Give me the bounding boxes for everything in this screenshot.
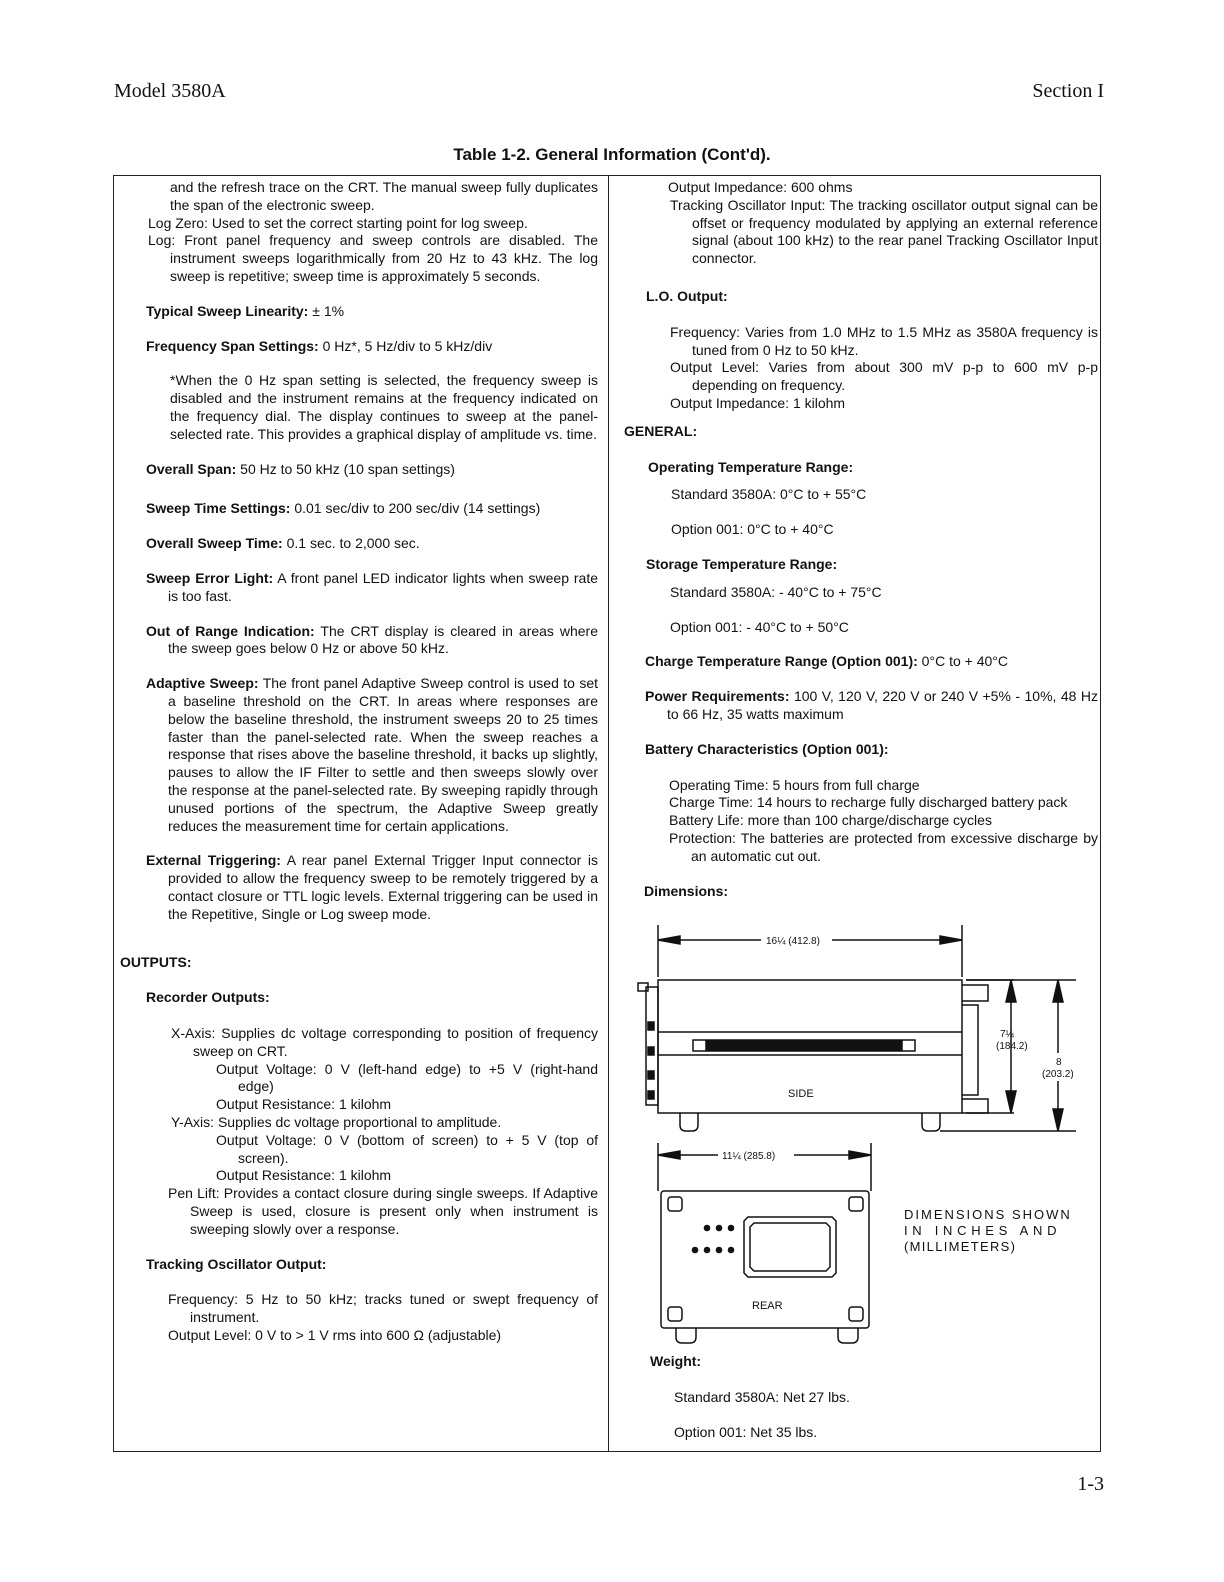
- sweep-time-value: 0.01 sec/div to 200 sec/div (14 settings): [290, 500, 541, 517]
- rear-width-label: 11¼ (285.8): [722, 1151, 776, 1162]
- height-inner-mm-label: (184.2): [996, 1041, 1028, 1052]
- rear-corner-bl: [668, 1307, 682, 1321]
- operating-temp-standard: Standard 3580A: 0°C to + 55°C: [671, 486, 867, 503]
- weight-heading: Weight:: [650, 1353, 702, 1369]
- sweep-time-settings: [118, 500, 598, 518]
- outputs-heading: OUTPUTS:: [120, 953, 192, 970]
- rear-corner-tr: [849, 1197, 863, 1211]
- tracking-frequency: Frequency: 5 Hz to 50 kHz; tracks tuned or swept frequency of instrument.: [168, 1291, 598, 1326]
- log-text: Log: Front panel frequency and sweep controls are disabled. The instrument sweeps logarithmically from 20 Hz to 43 kHz. The log sweep is repetitive; sweep time is approximately 5 seconds.: [148, 232, 598, 284]
- front-control-4: [648, 1091, 654, 1099]
- recorder-heading: Recorder Outputs:: [146, 989, 270, 1006]
- rear-dot-4: [692, 1247, 699, 1254]
- power-value: 100 V, 120 V, 220 V or 240 V +5% - 10%, 48 Hz to 66 Hz, 35 watts maximum: [667, 688, 1098, 722]
- sweep-time-label: Sweep Time Settings:: [146, 500, 291, 517]
- dimensions-note-line2: IN INCHES AND: [904, 1223, 1062, 1238]
- overall-sweep-time: [118, 535, 598, 553]
- rear-connector-bottom: [962, 1099, 988, 1113]
- charge-temp: [620, 653, 1098, 671]
- out-of-range: [118, 623, 598, 659]
- rear-corner-tl: [668, 1197, 682, 1211]
- rear-dot-3: [728, 1225, 735, 1232]
- frequency-span-label: Frequency Span Settings:: [146, 337, 319, 354]
- adaptive-value: The front panel Adaptive Sweep control is used to set a baseline threshold on the CRT. In areas where responses are below the baseline threshold, the instrument sweeps 20 to 25 times faster than the panel-selected rate. When the sweep reaches a response that rises above the baseline threshold, it backs up slightly, pauses to allow the IF Filter to settle and then sweeps slowly over the response at the panel-selected rate. By sweeping rapidly through unused portions of the spectrum, the Adaptive Sweep greatly reduces the measurement time for certain applications.: [168, 675, 598, 834]
- battery-operating-time: Operating Time: 5 hours from full charge: [669, 776, 920, 793]
- lo-impedance: Output Impedance: 1 kilohm: [670, 394, 846, 411]
- overall-sweep-label: Overall Sweep Time:: [146, 535, 283, 552]
- side-view-label: SIDE: [788, 1088, 814, 1100]
- power-requirements: [620, 688, 1098, 724]
- y-output-voltage: Output Voltage: 0 V (bottom of screen) to + 5 V (top of screen).: [216, 1131, 598, 1166]
- height-outer-label: 8: [1056, 1057, 1062, 1068]
- log-zero-text: Log Zero: Used to set the correct starting point for log sweep.: [148, 214, 528, 231]
- frequency-span: [118, 338, 598, 356]
- dimensions-heading: Dimensions:: [644, 882, 729, 899]
- battery-charge-time: Charge Time: 14 hours to recharge fully discharged battery pack: [669, 794, 1068, 811]
- right-column: [620, 179, 1098, 900]
- rear-view-label: REAR: [752, 1300, 783, 1312]
- dimensions-note-line1: DIMENSIONS SHOWN: [904, 1207, 1072, 1222]
- front-control-1: [648, 1022, 654, 1030]
- tracking-level: Output Level: 0 V to > 1 V rms into 600 Ω (adjustable): [168, 1327, 502, 1344]
- rear-panel-outer: [744, 1217, 836, 1277]
- side-width-arrow-right: [940, 936, 962, 944]
- rear-dot-1: [704, 1225, 711, 1232]
- charge-temp-label: Charge Temperature Range (Option 001):: [645, 653, 918, 670]
- front-control-3: [648, 1071, 654, 1079]
- pen-lift-text: Pen Lift: Provides a contact closure during single sweeps. If Adaptive Sweep is used, closure is present only when instrument is sweeping slowly over a response.: [168, 1185, 598, 1237]
- manual-sweep-text: and the refresh trace on the CRT. The manual sweep fully duplicates the span of the electronic sweep.: [170, 179, 598, 213]
- battery-protection: Protection: The batteries are protected from excessive discharge by an automatic cut out.: [669, 829, 1098, 864]
- rear-dot-7: [728, 1247, 735, 1254]
- header-section: Section I: [1032, 80, 1104, 102]
- height-inner-arrow-bottom: [1006, 1091, 1016, 1113]
- operating-temp-heading: Operating Temperature Range:: [648, 458, 854, 475]
- error-light-value: A front panel LED indicator lights when sweep rate is too fast.: [168, 569, 599, 604]
- rear-width-arrow-right: [849, 1151, 871, 1159]
- lo-level: Output Level: Varies from about 300 mV p-p to 600 mV p-p depending on frequency.: [670, 359, 1098, 394]
- tracking-heading: Tracking Oscillator Output:: [146, 1255, 327, 1272]
- height-outer-arrow-bottom: [1053, 1109, 1063, 1131]
- rear-connector-mid: [962, 1005, 978, 1095]
- table-title: Table 1-2. General Information (Cont'd).: [453, 145, 771, 164]
- error-light-label: Sweep Error Light:: [146, 569, 274, 586]
- operating-temp-option: Option 001: 0°C to + 40°C: [671, 521, 834, 538]
- trigger-value: A rear panel External Trigger Input connector is provided to allow the frequency sweep to be remotely triggered by a contact closure or TTL logic levels. External triggering can be used in the Repetitive, Single or Log sweep mode.: [168, 852, 598, 922]
- output-impedance: Output Impedance: 600 ohms: [668, 179, 853, 195]
- trigger-label: External Triggering:: [146, 852, 281, 869]
- sweep-error-light: [118, 570, 598, 606]
- power-label: Power Requirements:: [645, 688, 790, 705]
- side-foot-left: [680, 1113, 698, 1131]
- rear-dot-6: [716, 1247, 723, 1254]
- y-axis-text: Y-Axis: Supplies dc voltage proportional to amplitude.: [171, 1114, 502, 1131]
- adaptive-label: Adaptive Sweep:: [146, 675, 259, 692]
- dimensions-figure: [636, 925, 1096, 1350]
- rear-dot-5: [704, 1247, 711, 1254]
- x-output-voltage: Output Voltage: 0 V (left-hand edge) to +5 V (right-hand edge): [216, 1060, 598, 1095]
- rear-connector-top: [962, 985, 988, 1001]
- span-footnote: *When the 0 Hz span setting is selected, the frequency sweep is disabled and the instrument remains at the frequency indicated on the frequency dial. The display continues to sweep at the panel-selected rate. This provides a graphical display of amplitude vs. time.: [170, 372, 598, 442]
- adaptive-sweep: [118, 675, 598, 835]
- weight-section: [620, 1353, 1098, 1441]
- rear-panel-inner: [750, 1223, 830, 1271]
- battery-heading: Battery Characteristics (Option 001):: [645, 740, 889, 757]
- weight-standard: Standard 3580A: Net 27 lbs.: [674, 1388, 850, 1405]
- lo-output-heading: L.O. Output:: [646, 287, 728, 304]
- height-outer-mm-label: (203.2): [1042, 1069, 1074, 1080]
- height-inner-arrow-top: [1006, 980, 1016, 1002]
- side-foot-right: [922, 1113, 940, 1131]
- battery-life: Battery Life: more than 100 charge/discharge cycles: [669, 812, 992, 829]
- page-number: 1-3: [1077, 1473, 1104, 1495]
- overall-sweep-value: 0.1 sec. to 2,000 sec.: [282, 535, 420, 552]
- range-label: Out of Range Indication:: [146, 622, 315, 639]
- frequency-span-value: 0 Hz*, 5 Hz/div to 5 kHz/div: [318, 337, 493, 354]
- rear-corner-br: [849, 1307, 863, 1321]
- front-panel-edge: [646, 987, 658, 1105]
- rear-width-arrow-left: [658, 1151, 680, 1159]
- front-control-2: [648, 1047, 654, 1055]
- lo-frequency: Frequency: Varies from 1.0 MHz to 1.5 MHz as 3580A frequency is tuned from 0 Hz to 50 kHz.: [670, 323, 1098, 358]
- height-outer-arrow-top: [1053, 980, 1063, 1002]
- side-handle-fill: [706, 1041, 902, 1050]
- overall-span: [118, 461, 598, 479]
- storage-temp-heading: Storage Temperature Range:: [646, 555, 838, 572]
- side-width-label: 16¼ (412.8): [766, 936, 820, 947]
- y-output-resistance: Output Resistance: 1 kilohm: [216, 1167, 392, 1184]
- storage-temp-standard: Standard 3580A: - 40°C to + 75°C: [670, 583, 882, 600]
- rear-foot-left: [676, 1328, 696, 1343]
- external-triggering: [118, 852, 598, 923]
- rear-foot-right: [838, 1328, 858, 1343]
- sweep-linearity-label: Typical Sweep Linearity:: [146, 302, 309, 319]
- header-model: Model 3580A: [114, 80, 226, 102]
- height-inner-label: 7¼: [1000, 1029, 1014, 1040]
- left-column: [118, 179, 598, 1345]
- charge-temp-value: 0°C to + 40°C: [917, 653, 1008, 670]
- weight-option: Option 001: Net 35 lbs.: [674, 1423, 818, 1440]
- overall-span-value: 50 Hz to 50 kHz (10 span settings): [236, 460, 455, 477]
- overall-span-label: Overall Span:: [146, 460, 237, 477]
- side-width-arrow-left: [658, 936, 680, 944]
- sweep-linearity-value: ± 1%: [308, 302, 345, 319]
- tracking-input-text: Tracking Oscillator Input: The tracking oscillator output signal can be offset or frequency modulated by applying an external reference signal (about 100 kHz) to the rear panel Tracking Oscillator Input connector.: [670, 196, 1098, 267]
- sweep-linearity: [118, 303, 598, 321]
- range-value: The CRT display is cleared in areas where the sweep goes below 0 Hz or above 50 kHz.: [168, 622, 598, 657]
- rear-dot-2: [716, 1225, 723, 1232]
- general-heading: GENERAL:: [624, 422, 698, 439]
- column-divider: [608, 175, 609, 1452]
- storage-temp-option: Option 001: - 40°C to + 50°C: [670, 618, 849, 635]
- dimensions-note-line3: (MILLIMETERS): [904, 1239, 1017, 1254]
- x-axis-text: X-Axis: Supplies dc voltage corresponding to position of frequency sweep on CRT.: [171, 1025, 598, 1059]
- x-output-resistance: Output Resistance: 1 kilohm: [216, 1096, 392, 1113]
